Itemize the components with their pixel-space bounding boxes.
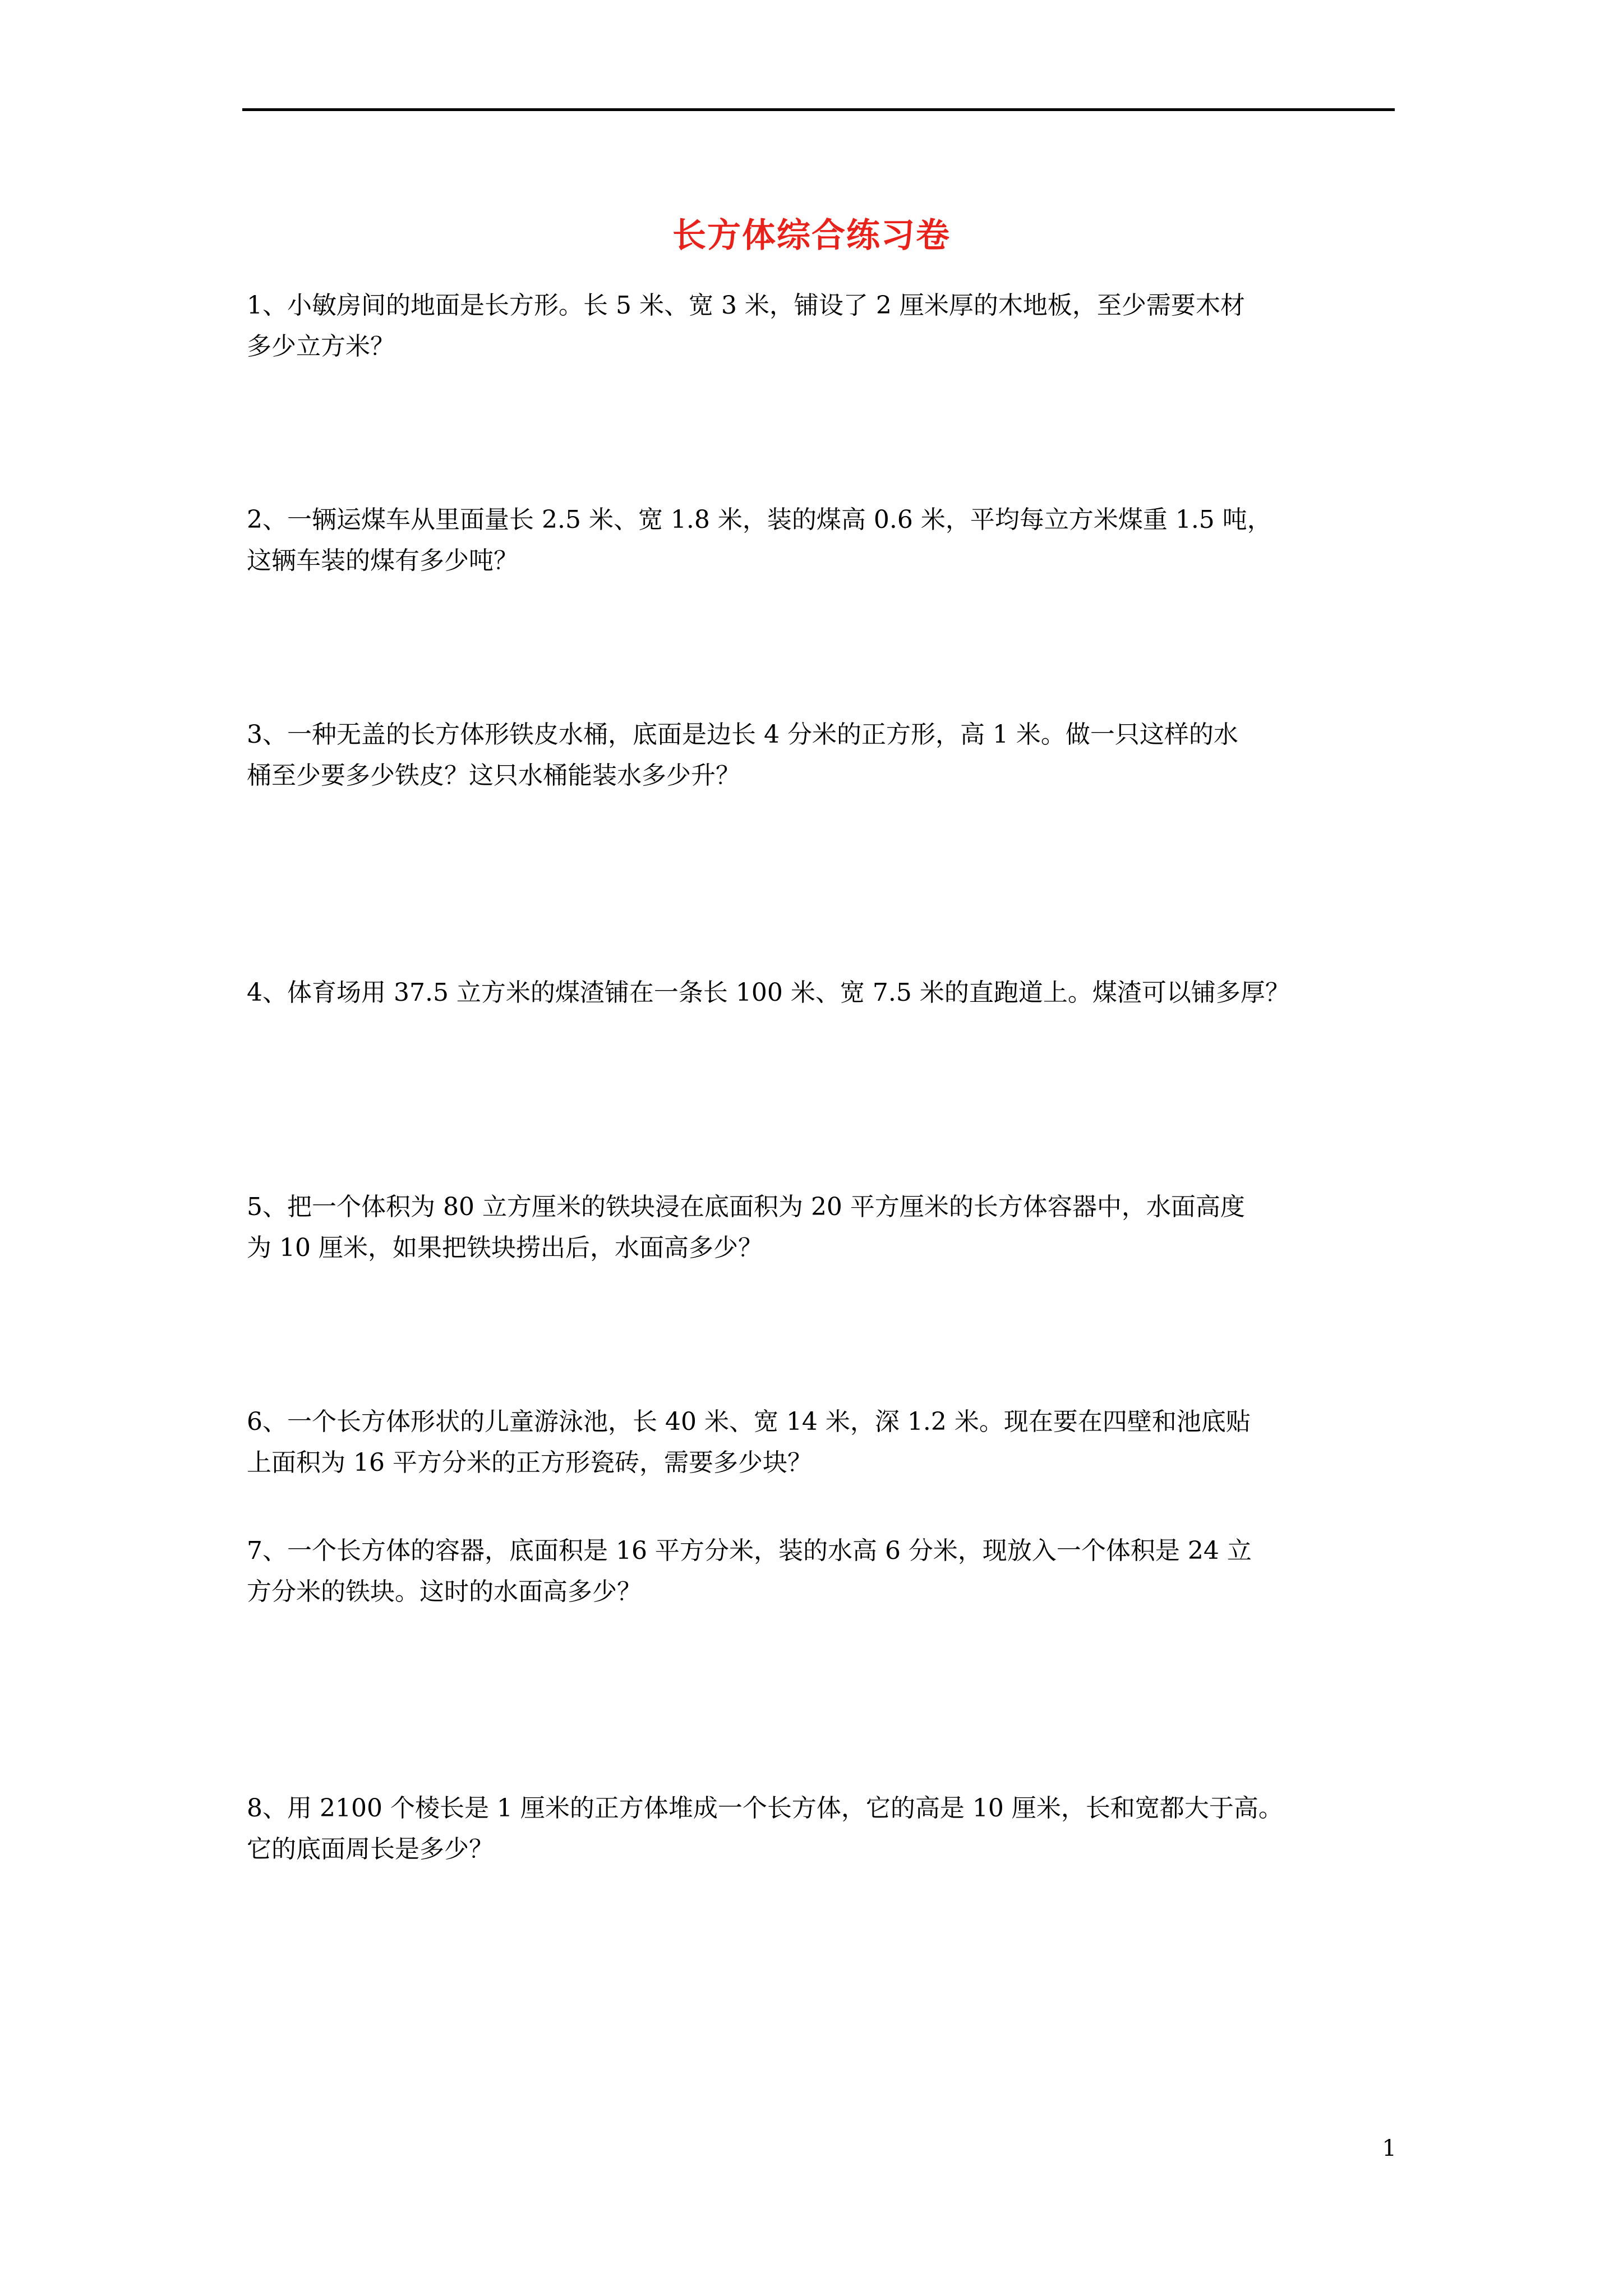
question-line: 6、一个长方体形状的儿童游泳池，长 40 米、宽 14 米，深 1.2 米。现在要在四壁和池底贴: [247, 1407, 1251, 1436]
question-line: 桶至少要多少铁皮？这只水桶能装水多少升？: [247, 761, 740, 790]
question-line: 多少立方米？: [247, 332, 395, 361]
page-number: 1: [1382, 2136, 1396, 2161]
question-line: 上面积为 16 平方分米的正方形瓷砖，需要多少块？: [247, 1448, 812, 1477]
question-line: 它的底面周长是多少？: [247, 1835, 494, 1864]
question-line: 8、用 2100 个棱长是 1 厘米的正方体堆成一个长方体，它的高是 10 厘米，长和宽都大于高。: [247, 1794, 1283, 1823]
question-2: [247, 499, 1396, 581]
question-line: 1、小敏房间的地面是长方形。长 5 米、宽 3 米，铺设了 2 厘米厚的木地板，至少需要木材: [247, 291, 1245, 320]
question-3: [247, 714, 1396, 796]
question-line: 7、一个长方体的容器，底面积是 16 平方分米，装的水高 6 分米，现放入一个体积是 24 立: [247, 1536, 1252, 1565]
question-line: 5、把一个体积为 80 立方厘米的铁块浸在底面积为 20 平方厘米的长方体容器中，水面高度: [247, 1193, 1245, 1221]
question-1: [247, 285, 1396, 367]
question-4: [247, 972, 1396, 1013]
question-7: [247, 1530, 1396, 1612]
question-6: [247, 1401, 1396, 1483]
question-5: [247, 1186, 1396, 1268]
question-line: 这辆车装的煤有多少吨？: [247, 546, 518, 575]
question-line: 3、一种无盖的长方体形铁皮水桶，底面是边长 4 分米的正方形，高 1 米。做一只这样的水: [247, 720, 1238, 749]
question-line: 2、一辆运煤车从里面量长 2.5 米、宽 1.8 米，装的煤高 0.6 米，平均每立方米煤重 1.5 吨，: [247, 505, 1272, 534]
question-line: 4、体育场用 37.5 立方米的煤渣铺在一条长 100 米、宽 7.5 米的直跑道上。煤渣可以铺多厚？: [247, 978, 1290, 1007]
question-line: 方分米的铁块。这时的水面高多少？: [247, 1577, 642, 1606]
question-line: 为 10 厘米，如果把铁块捞出后，水面高多少？: [247, 1234, 763, 1262]
header-rule: [242, 108, 1395, 111]
question-8: [247, 1788, 1396, 1870]
document-title: 长方体综合练习卷: [672, 216, 951, 255]
